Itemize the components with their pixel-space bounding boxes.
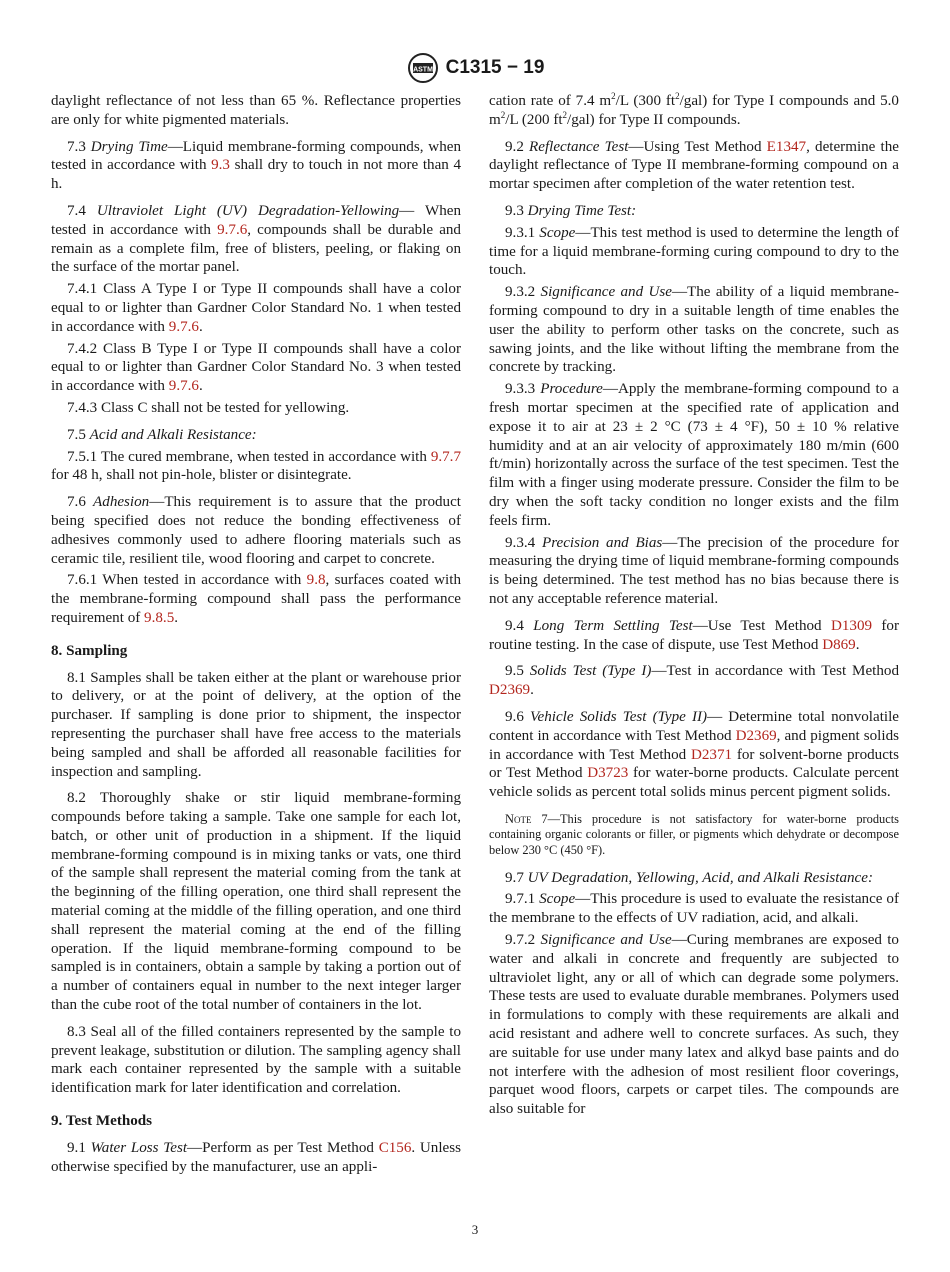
link-9-3[interactable]: 9.3: [211, 157, 230, 174]
paragraph-9-3-4: 9.3.4 Precision and Bias—The precision of the procedure for measuring the drying time of liquid membrane-forming compounds is being determined. The test method has no bias because there is not any acceptable reference material.: [489, 534, 899, 607]
paragraph-7-6-1: 7.6.1 When tested in accordance with 9.8, surfaces coated with the membrane-forming compound shall pass the performance requirement of 9.8.5.: [51, 572, 461, 626]
link-9-8[interactable]: 9.8: [306, 572, 326, 589]
page-header: [0, 52, 950, 84]
link-9-7-7[interactable]: 9.7.7: [430, 448, 461, 465]
paragraph-9-7-2: 9.7.2 Significance and Use—Curing membranes are exposed to water and alkali in concrete and frequently are subjected to ultraviolet light, any or all of which can degrade some polymers. These tests are used to evaluate durable membranes. Polymers used in formulations to comply with these requirements are alkali and acid resistant and adhere well to concrete surfaces. As such, they are suitable for use under many latex and alkyd base paints and do not interfere with the adhesion of most resilient floor coverings, parquet wood floors, carpets or carpet tiles. The compounds are also suitable for: [489, 932, 899, 1118]
paragraph-9-3-2: 9.3.2 Significance and Use—The ability of a liquid membrane-forming compound to dry in a suitable length of time enables the user the ability to perform other tasks on the concrete, such as sawing joints, and the like without lifting the membrane from the concrete by tracking.: [489, 284, 899, 376]
paragraph-9-2: 9.2 Reflectance Test—Using Test Method E1347, determine the daylight reflectance of Type II membrane-forming compound on a mortar specimen after completion of the water retention test.: [489, 138, 899, 193]
link-9-7-6[interactable]: 9.7.6: [217, 221, 248, 238]
link-d1309[interactable]: D1309: [830, 617, 873, 634]
paragraph-9-3: 9.3 Drying Time Test:: [505, 202, 637, 219]
paragraph-7-6: 7.6 Adhesion—This requirement is to assure that the product being specified does not reduce the bonding effectiveness of adhesives commonly used to adhere flooring materials such as ceramic tile, resilient tile, wood flooring and carpet to concrete.: [51, 494, 461, 567]
paragraph-9-7-1: 9.7.1 Scope—This procedure is used to evaluate the resistance of the membrane to the effects of UV radiation, acid, and alkali.: [489, 891, 899, 927]
paragraph-9-7: 9.7 UV Degradation, Yellowing, Acid, and Alkali Resistance:: [505, 869, 873, 886]
link-9-7-6[interactable]: 9.7.6: [168, 318, 199, 335]
paragraph-8-3: 8.3 Seal all of the filled containers represented by the sample to prevent leakage, substitution or dilution. The sampling agency shall mark each container represented by the sample with a suitable identification mark for later identification and correlation.: [51, 1023, 461, 1097]
section-heading-9: 9. Test Methods: [51, 1113, 153, 1130]
paragraph-7-4-3: 7.4.3 Class C shall not be tested for yellowing.: [67, 399, 350, 416]
paragraph-9-1: 9.1 Water Loss Test—Perform as per Test Method C156. Unless otherwise specified by the manufacturer, use an appli-: [51, 1139, 461, 1175]
paragraph: cation rate of 7.4 $m^2/L$ (300 $ft^2/gal$) for Type I compounds and 5.0 $m^2/L$ (200 $ft^2/gal$) for Type II compounds.: [489, 90, 899, 128]
paragraph-7-3: 7.3 Drying Time—Liquid membrane-forming compounds, when tested in accordance with 9.3 shall dry to touch in not more than 4 h.: [51, 138, 462, 193]
document-id: C1315 − 19: [445, 57, 545, 78]
section-heading-8: 8. Sampling: [51, 642, 128, 659]
paragraph-9-3-1: 9.3.1 Scope—This test method is used to determine the length of time for a liquid membrane-forming curing compound to dry to the touch.: [489, 224, 899, 279]
note-7: Note 7—This procedure is not satisfactory for water-borne products containing organic colorants or filler, or pigments which dehydrate or decompose below 230 °C (450 °F).: [489, 811, 899, 858]
link-9-8-5[interactable]: 9.8.5: [144, 609, 175, 626]
right-column: [489, 92, 899, 1122]
paragraph-7-4: 7.4 Ultraviolet Light (UV) Degradation-Yellowing— When tested in accordance with 9.7.6, compounds shall be durable and remain as a complete film, free of blisters, peeling, or flaking on the surface of the mortar panel.: [51, 202, 461, 276]
link-c156[interactable]: C156: [378, 1139, 412, 1156]
paragraph-7-4-1: 7.4.1 Class A Type I or Type II compounds shall have a color equal to or lighter than Gardner Color Standard No. 1 when tested in accordance with 9.7.6.: [51, 281, 461, 335]
paragraph-7-5: 7.5 Acid and Alkali Resistance:: [67, 426, 257, 443]
paragraph-9-3-3: 9.3.3 Procedure—Apply the membrane-forming compound to a fresh mortar specimen at the specified rate of application and expose it to air at 23 ± 2 °C (73 ± 4 °F), 50 ± 10 % relative humidity and at an air velocity of approximately 180 m/min (600 ft/min) horizontally across the surface of the test specimen. Test the film with a finger using moderate pressure. Consider the film to be dry when the soft tacky condition no longer exists and the film feels firm.: [489, 381, 899, 529]
paragraph-9-5: 9.5 Solids Test (Type I)—Test in accordance with Test Method D2369.: [489, 663, 900, 699]
link-9-7-6[interactable]: 9.7.6: [168, 378, 199, 395]
left-column: [51, 92, 461, 1179]
paragraph-7-5-1: 7.5.1 The cured membrane, when tested in accordance with 9.7.7 for 48 h, shall not pin-hole, blister or disintegrate.: [51, 448, 461, 484]
page-number: 3: [471, 1222, 479, 1237]
paragraph-8-2: 8.2 Thoroughly shake or stir liquid membrane-forming compounds before taking a sample. Take one sample for each lot, batch, or other unit of production in a shipment. If the liquid membrane-forming compound is in mixing tanks or vats, one third of the sample shall represent the material coming from the tank at the beginning of the filling operation, one third shall represent the material coming at the middle of the filling operation, and one third shall represent the material coming at the end of the filling operation. If the liquid membrane-forming compound to be sampled is in containers, obtain a sample by taking a portion out of a number of containers equal in number to the next integer larger than the cube root of the total number of containers in the lot.: [51, 790, 461, 1014]
link-d3723[interactable]: D3723: [587, 765, 629, 782]
paragraph-9-4: 9.4 Long Term Settling Test—Use Test Method D1309 for routine testing. In the case of dispute, use Test Method D869.: [489, 617, 899, 653]
paragraph-8-1: 8.1 Samples shall be taken either at the plant or warehouse prior to delivery, or at the point of delivery, at the option of the purchaser. If sampling is done prior to shipment, the inspector representing the purchaser shall have free access to the materials being sampled and shall be afforded all reasonable facilities for inspection and sampling.: [51, 669, 461, 780]
svg-text:ASTM: ASTM: [412, 66, 433, 74]
link-e1347[interactable]: E1347: [766, 138, 807, 155]
link-d869[interactable]: D869: [822, 636, 856, 653]
astm-logo-icon: [406, 52, 440, 84]
paragraph-7-4-2: 7.4.2 Class B Type I or Type II compounds shall have a color equal to or lighter than Gardner Color Standard No. 3 when tested in accordance with 9.7.6.: [51, 340, 461, 395]
paragraph: daylight reflectance of not less than 65 %. Reflectance properties are only for white pigmented materials.: [51, 93, 461, 128]
paragraph-9-6: 9.6 Vehicle Solids Test (Type II)— Determine total nonvolatile content in accordance with Test Method D2369, and pigment solids in accordance with Test Method D2371 for solvent-borne products or Test Method D3723 for water-borne products. Calculate percent vehicle solids as percent total solids minus percent pigment solids.: [489, 708, 900, 801]
link-d2371[interactable]: D2371: [690, 746, 733, 763]
link-d2369[interactable]: D2369: [489, 682, 531, 699]
link-d2369[interactable]: D2369: [735, 727, 777, 744]
